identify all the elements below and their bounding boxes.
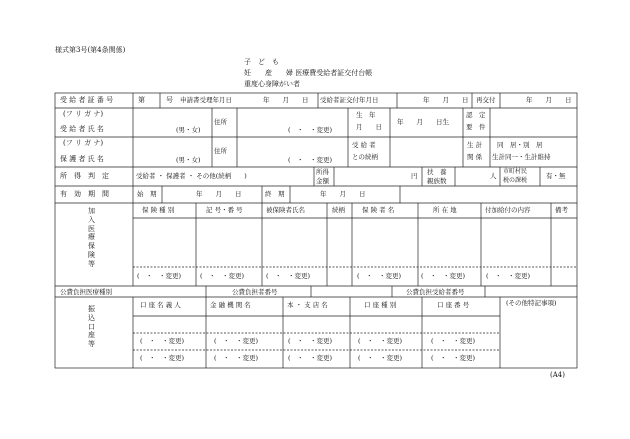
public-type-label: 公費負担医療種別 (60, 288, 112, 296)
recipient-name-label: 受 給 者 氏 名 (60, 125, 104, 133)
birth-label-1: 生 年 (356, 111, 376, 119)
insurance-change-5[interactable]: ( ・ ・変更) (421, 272, 466, 280)
bank-header-branch: 本 ・ 支 店 名 (287, 301, 328, 309)
bank-change-2-4[interactable]: ( ・ ・変更) (358, 354, 403, 362)
recipient-address-label: 住所 (214, 118, 227, 126)
insurance-header-remarks: 備考 (555, 206, 568, 214)
income-judgment-options[interactable]: 受給者 ・ 保護者 ・ その他(続柄 ) (136, 172, 247, 180)
dependents-label-1: 扶 養 (427, 168, 447, 176)
nintei-label-2: 要 件 (466, 123, 486, 131)
tax-label-2: 税の課税 (503, 177, 528, 184)
public-payer-label: 公費負担者番号 (232, 288, 278, 296)
seikei-label-1: 生 計 (467, 141, 483, 149)
nintei-label-1: 認 定 (466, 111, 486, 119)
bank-change-1-1[interactable]: ( ・ ・変更) (140, 337, 185, 345)
paper-size-note: (A4) (550, 371, 565, 379)
bank-header-institution: 金 融 機 関 名 (210, 301, 251, 309)
title-line-2: 妊 産 婦 医療費受給者証交付台帳 (244, 69, 373, 77)
reissue-label: 再交付 (476, 96, 496, 104)
start-date-value[interactable]: 年 月 日 (196, 190, 242, 198)
insurance-vertical-label: 加 入 医 療 保 険 等 (88, 207, 95, 268)
guardian-furigana-label: (フ リ ガ ナ) (63, 139, 104, 147)
bank-change-1-4[interactable]: ( ・ ・変更) (358, 337, 403, 345)
living-option-1[interactable]: 同 居・別 居 (497, 141, 543, 149)
birth-label-2: 月 日 (356, 123, 382, 131)
income-amount-label-2: 金額 (316, 177, 329, 185)
bank-other-notes: (その他特記事項) (506, 299, 557, 307)
insurance-change-6[interactable]: ( ・ ・変更) (486, 272, 531, 280)
tax-label-1: 市町村民 (503, 168, 528, 175)
recipient-furigana-label: (フ リ ガ ナ) (63, 110, 104, 118)
title-line-1: 子 ど も (244, 58, 279, 66)
bank-change-2-2[interactable]: ( ・ ・変更) (214, 354, 259, 362)
relation-label-1: 受 給 者 (352, 141, 376, 149)
insurance-header-type: 保 険 種 別 (142, 206, 175, 214)
guardian-sex[interactable]: (男・女) (176, 156, 201, 164)
insurance-change-4[interactable]: ( ・ ・変更) (357, 272, 402, 280)
income-yen: 円 (411, 172, 418, 180)
insurance-change-3[interactable]: ( ・ ・変更) (266, 272, 311, 280)
reissue-date-value[interactable]: 年 月 日 (526, 96, 572, 104)
insurance-change-1[interactable]: ( ・ ・変更) (137, 272, 182, 280)
start-label: 始 期 (137, 190, 157, 198)
bank-change-1-3[interactable]: ( ・ ・変更) (288, 337, 333, 345)
public-recipient-label: 公費負担受給者番号 (406, 288, 465, 296)
insurance-header-relation: 続柄 (332, 206, 345, 214)
recipient-sex[interactable]: (男・女) (176, 126, 201, 134)
cert-number-label: 受 給 者 証 番 号 (60, 96, 114, 104)
apply-date-value[interactable]: 年 月 日 (263, 96, 309, 104)
bank-header-number: 口 座 番 号 (437, 301, 470, 309)
dependents-label-2: 親族数 (427, 177, 447, 185)
issue-date-label: 受給者証交付年月日 (320, 96, 379, 104)
seikei-label-2: 関 係 (467, 153, 483, 161)
tax-value[interactable]: 有・無 (546, 172, 566, 180)
form-number: 様式第3号(第4条関係) (55, 46, 126, 54)
dependents-unit: 人 (490, 172, 497, 180)
bank-change-2-5[interactable]: ( ・ ・変更) (431, 354, 476, 362)
issue-date-value[interactable]: 年 月 日 (423, 96, 469, 104)
insurance-header-number: 記 号・番 号 (206, 206, 243, 214)
recipient-address-change[interactable]: ( ・ ・変更) (288, 126, 333, 134)
apply-date-label: 申請書受理年月日 (180, 96, 232, 104)
bank-vertical-label: 振 込 口 座 等 (88, 305, 95, 348)
income-judgment-label: 所 得 判 定 (60, 172, 109, 180)
validity-label: 有 効 期 間 (60, 190, 109, 198)
cert-number-go: 号 (166, 96, 173, 104)
insurance-header-benefit: 付加給付の内容 (485, 206, 531, 214)
living-option-2[interactable]: 生計同一・生計維持 (492, 153, 551, 161)
title-line-3: 重度心身障がい者 (244, 80, 300, 88)
relation-label-2: との続柄 (352, 153, 378, 161)
cert-number-dai: 第 (138, 96, 145, 104)
bank-header-holder: 口 座 名 義 人 (140, 301, 181, 309)
end-date-value[interactable]: 年 月 日 (320, 190, 366, 198)
bank-change-2-1[interactable]: ( ・ ・変更) (140, 354, 185, 362)
birth-date-value[interactable]: 年 月 日生 (397, 118, 449, 126)
guardian-name-label: 保 護 者 氏 名 (60, 155, 104, 163)
insurance-change-2[interactable]: ( ・ ・変更) (200, 272, 245, 280)
bank-change-1-2[interactable]: ( ・ ・変更) (214, 337, 259, 345)
end-label: 終 期 (265, 190, 285, 198)
income-amount-label-1: 所得 (316, 168, 329, 176)
bank-header-type: 口 座 種 別 (364, 301, 397, 309)
insurance-header-location: 所 在 地 (433, 206, 457, 214)
insurance-header-insured: 被保険者氏名 (266, 206, 305, 214)
bank-change-1-5[interactable]: ( ・ ・変更) (431, 337, 476, 345)
guardian-address-change[interactable]: ( ・ ・変更) (288, 156, 333, 164)
guardian-address-label: 住所 (214, 147, 227, 155)
insurance-header-insurer: 保 険 者 名 (362, 206, 395, 214)
bank-change-2-3[interactable]: ( ・ ・変更) (288, 354, 333, 362)
